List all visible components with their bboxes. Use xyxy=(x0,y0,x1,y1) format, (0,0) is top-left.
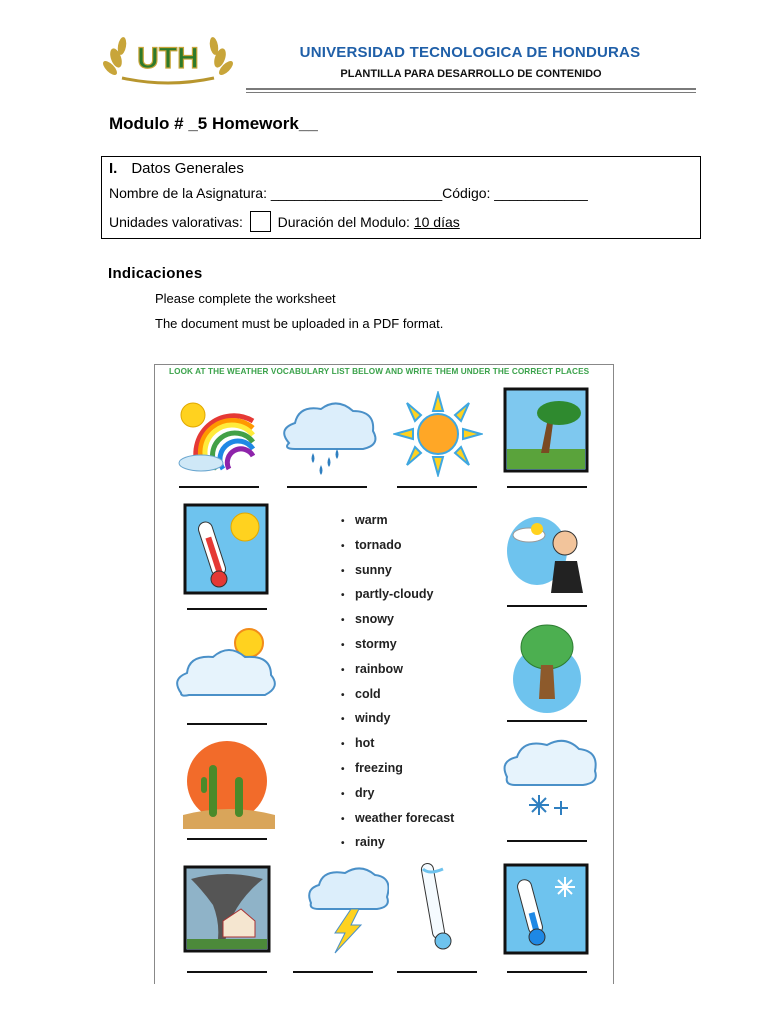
warm-thermometer-picture xyxy=(183,503,269,595)
template-subtitle: PLANTILLA PARA DESARROLLO DE CONTENIDO xyxy=(340,68,602,80)
vocab-item: • cold xyxy=(341,682,454,707)
vocab-item: • windy xyxy=(341,706,454,731)
header-rule-thin xyxy=(246,92,696,93)
windy-tree-picture xyxy=(503,387,589,473)
worksheet-header: LOOK AT THE WEATHER VOCABULARY LIST BELOW AND WRITE THEM UNDER THE CORRECT PLACES xyxy=(169,367,590,376)
vocab-item: • freezing xyxy=(341,756,454,781)
vocab-item: • stormy xyxy=(341,632,454,657)
svg-text:UTH: UTH xyxy=(137,42,199,75)
vocab-item: • rainbow xyxy=(341,657,454,682)
answer-blank[interactable] xyxy=(187,608,267,610)
header-rule xyxy=(246,88,696,90)
vocab-item: • dry xyxy=(341,781,454,806)
sun-picture xyxy=(393,391,483,477)
university-name: UNIVERSIDAD TECNOLOGICA DE HONDURAS xyxy=(299,44,641,61)
uth-logo xyxy=(102,30,234,86)
bullet-icon: • xyxy=(341,813,345,825)
units-label: Unidades valorativas: xyxy=(109,214,243,230)
section-title: Datos Generales xyxy=(131,160,244,177)
weather-worksheet xyxy=(154,364,614,984)
rainbow-picture xyxy=(175,391,255,475)
answer-blank[interactable] xyxy=(507,605,587,607)
vocab-item: • warm xyxy=(341,508,454,533)
bullet-icon: • xyxy=(341,763,345,775)
section-number: I. xyxy=(109,160,118,177)
answer-blank[interactable] xyxy=(179,486,259,488)
units-checkbox[interactable] xyxy=(250,211,271,232)
desert-cactus-picture xyxy=(179,737,279,833)
answer-blank[interactable] xyxy=(507,840,587,842)
vocab-item: • partly-cloudy xyxy=(341,582,454,607)
bullet-icon: • xyxy=(341,689,345,701)
bullet-icon: • xyxy=(341,714,345,726)
instruction-line: Please complete the worksheet xyxy=(155,291,336,306)
bullet-icon: • xyxy=(341,590,345,602)
instruction-line: The document must be uploaded in a PDF format. xyxy=(155,316,444,331)
units-row xyxy=(109,211,460,232)
tornado-picture xyxy=(183,865,271,953)
snow-cloud-picture xyxy=(499,735,599,831)
bullet-icon: • xyxy=(341,565,345,577)
bullet-icon: • xyxy=(341,739,345,751)
answer-blank[interactable] xyxy=(507,720,587,722)
bullet-icon: • xyxy=(341,664,345,676)
bullet-icon: • xyxy=(341,639,345,651)
vocab-item: • hot xyxy=(341,731,454,756)
partly-cloudy-picture xyxy=(171,617,281,709)
rain-cloud-picture xyxy=(275,393,381,477)
instructions-title: Indicaciones xyxy=(108,265,203,282)
freezing-thermometer-picture xyxy=(413,859,463,955)
bullet-icon: • xyxy=(341,540,345,552)
vocab-item: • snowy xyxy=(341,607,454,632)
bullet-icon: • xyxy=(341,838,345,850)
answer-blank[interactable] xyxy=(187,838,267,840)
bullet-icon: • xyxy=(341,788,345,800)
answer-blank[interactable] xyxy=(293,971,373,973)
storm-cloud-picture xyxy=(305,863,389,955)
cold-thermometer-picture xyxy=(503,863,589,955)
general-data-box xyxy=(101,156,701,239)
vocab-item: • weather forecast xyxy=(341,806,454,831)
duration-label: Duración del Modulo: xyxy=(277,214,410,230)
vocabulary-list xyxy=(341,508,454,855)
section-heading xyxy=(109,160,244,177)
tree-picture xyxy=(513,619,583,713)
answer-blank[interactable] xyxy=(187,723,267,725)
answer-blank[interactable] xyxy=(507,486,587,488)
answer-blank[interactable] xyxy=(397,486,477,488)
bullet-icon: • xyxy=(341,516,345,527)
duration-value: 10 días xyxy=(413,214,460,230)
answer-blank[interactable] xyxy=(397,971,477,973)
vocab-item: • rainy xyxy=(341,830,454,855)
vocab-item: • sunny xyxy=(341,558,454,583)
answer-blank[interactable] xyxy=(507,971,587,973)
vocab-item: • tornado xyxy=(341,533,454,558)
weather-forecaster-picture xyxy=(507,501,587,593)
subject-row: Nombre de la Asignatura: ______________________Código: ____________ xyxy=(109,185,588,201)
bullet-icon: • xyxy=(341,615,345,627)
answer-blank[interactable] xyxy=(287,486,367,488)
answer-blank[interactable] xyxy=(187,971,267,973)
module-title: Modulo # _5 Homework__ xyxy=(109,114,318,133)
